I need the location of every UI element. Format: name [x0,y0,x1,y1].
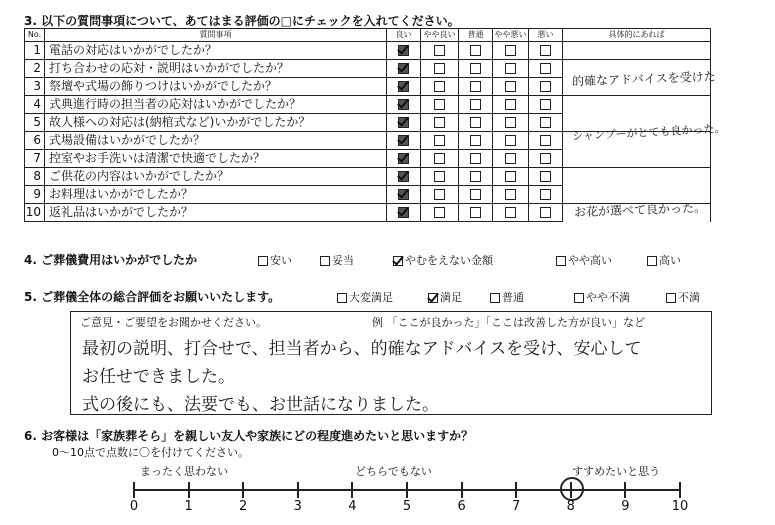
checkbox-checked[interactable] [398,45,409,56]
row-number: 7 [25,150,45,168]
rating-cell[interactable] [493,114,529,132]
rating-cell[interactable] [459,150,493,168]
rating-cell[interactable] [387,60,421,78]
checkbox-checked[interactable] [398,135,409,146]
table-row [25,150,711,168]
checkbox[interactable] [434,171,445,182]
table-header [25,29,711,42]
checkbox-checked[interactable] [398,207,409,218]
checkbox[interactable] [320,256,330,266]
rating-cell[interactable] [529,186,563,204]
scale-tick [461,482,463,498]
comment-prompt: ご意見・ご要望をお聞かせください。 [80,316,267,329]
overall-option-somewhat-dissatisfied[interactable]: やや不満 [574,289,630,305]
scale-label-mid: どちらでもない [355,465,432,478]
cost-option-unavoidable[interactable]: やむをえない金額 [393,252,493,268]
checkbox[interactable] [505,135,516,146]
scale-number[interactable]: 5 [402,499,412,514]
scale-number[interactable]: 1 [184,499,193,514]
question-text: 式場設備はいかがでしたか？ [45,132,387,150]
selected-score-circle [560,477,584,501]
rating-cell[interactable] [459,78,493,96]
checkbox[interactable] [505,99,516,110]
checkbox[interactable] [505,189,516,200]
rating-cell[interactable] [493,60,529,78]
overall-option-very-satisfied[interactable]: 大変満足 [337,289,393,305]
checkbox[interactable] [434,99,445,110]
rating-cell[interactable] [529,150,563,168]
checkbox[interactable] [434,45,445,56]
rating-cell[interactable] [529,132,563,150]
row-number: 2 [25,60,45,78]
checkbox[interactable] [470,117,481,128]
checkbox[interactable] [540,45,551,56]
comment-example: 例 「ここが良かった」「ここは改善した方が良い」など [372,316,645,329]
checkbox[interactable] [434,207,445,218]
rating-cell[interactable] [459,132,493,150]
rating-cell[interactable] [387,204,421,222]
rating-cell[interactable] [493,96,529,114]
checkbox-checked[interactable] [393,256,403,266]
detail-cell[interactable] [563,42,711,60]
rating-cell[interactable] [459,60,493,78]
rating-cell[interactable] [387,96,421,114]
checkbox[interactable] [540,207,551,218]
table-row [25,96,711,114]
checkbox-checked[interactable] [398,153,409,164]
question-text: 式典進行時の担当者の応対はいかがでしたか？ [45,96,387,114]
checkbox[interactable] [540,189,551,200]
rating-cell[interactable] [421,78,459,96]
checkbox-checked[interactable] [398,63,409,74]
header-no: No. [25,29,45,42]
checkbox[interactable] [470,153,481,164]
checkbox-checked[interactable] [398,117,409,128]
rating-cell[interactable] [459,168,493,186]
scale-number[interactable]: 7 [512,499,521,514]
scale-tick [624,482,626,498]
row-number: 5 [25,114,45,132]
section-5-title: 5. ご葬儀全体の総合評価をお願いいたします。 [24,290,281,304]
rating-cell[interactable] [493,42,529,60]
checkbox-checked[interactable] [398,81,409,92]
detail-cell[interactable] [563,168,711,186]
section-6-title: 6. お客様は「家族葬そら」を親しい友人や家族にどの程度進めたいと思いますか？ [24,429,474,443]
rating-cell[interactable] [529,114,563,132]
checkbox[interactable] [434,153,445,164]
scale-number[interactable]: 3 [293,499,302,514]
rating-cell[interactable] [493,204,529,222]
rating-cell[interactable] [529,168,563,186]
rating-cell[interactable] [387,150,421,168]
checkbox[interactable] [490,293,500,303]
checkbox[interactable] [505,153,516,164]
rating-cell[interactable] [387,42,421,60]
checkbox[interactable] [258,256,268,266]
scale-tick [351,482,353,498]
cost-option-somewhat-high[interactable]: やや高い [556,252,612,268]
cost-option-reasonable[interactable]: 妥当 [320,252,354,268]
checkbox-checked[interactable] [398,171,409,182]
detail-cell[interactable] [563,150,711,168]
row-number: 8 [25,168,45,186]
overall-option-average[interactable]: 普通 [490,289,524,305]
question-text: ご供花の内容はいかがでしたか？ [45,168,387,186]
scale-number[interactable]: 10 [671,499,689,514]
scale-tick [188,482,190,498]
detail-cell[interactable] [563,96,711,114]
checkbox[interactable] [434,117,445,128]
checkbox[interactable] [470,81,481,92]
checkbox[interactable] [540,117,551,128]
scale-number[interactable]: 4 [348,499,357,514]
detail-note-2: シャンプーがとても良かった。 [571,121,726,144]
question-text: お料理はいかがでしたか？ [45,186,387,204]
header-good: 良い [387,29,421,42]
rating-cell[interactable] [493,150,529,168]
question-text: 故人様への対応は(納棺式など)いかがでしたか？ [45,114,387,132]
rating-cell[interactable] [459,42,493,60]
detail-note-3: お花が選べて良かった。 [573,200,707,220]
section-4-title: 4. ご葬儀費用はいかがでしたか [24,253,198,267]
rating-cell[interactable] [421,60,459,78]
overall-option-dissatisfied[interactable]: 不満 [666,289,700,305]
question-text: 打ち合わせの応対・説明はいかがでしたか？ [45,60,387,78]
header-detail: 具体的にあれば [563,29,711,42]
rating-cell[interactable] [421,150,459,168]
checkbox[interactable] [434,63,445,74]
scale-tick [406,482,408,498]
checkbox[interactable] [470,171,481,182]
checkbox[interactable] [434,135,445,146]
checkbox[interactable] [470,63,481,74]
header-average: 普通 [459,29,493,42]
row-number: 4 [25,96,45,114]
checkbox[interactable] [540,171,551,182]
rating-cell[interactable] [459,204,493,222]
rating-cell[interactable] [421,42,459,60]
checkbox[interactable] [505,81,516,92]
checkbox[interactable] [505,117,516,128]
comment-line-2: お任せできました。 [82,367,235,387]
rating-cell[interactable] [529,60,563,78]
row-number: 1 [25,42,45,60]
rating-cell[interactable] [529,96,563,114]
checkbox[interactable] [540,63,551,74]
scale-number[interactable]: 9 [621,499,630,514]
checkbox[interactable] [434,81,445,92]
cost-option-cheap[interactable]: 安い [258,252,292,268]
checkbox-checked[interactable] [398,99,409,110]
row-number: 9 [25,186,45,204]
rating-cell[interactable] [387,168,421,186]
section-6-subtitle: 0～10点で点数に〇を付けてください。 [52,446,249,459]
checkbox[interactable] [574,293,584,303]
cost-option-high[interactable]: 高い [647,252,681,268]
rating-cell[interactable] [529,204,563,222]
comment-line-3: 式の後にも、法要でも、お世話になりました。 [82,395,439,415]
evaluation-table [24,28,711,222]
header-fairly-bad: やや悪い [493,29,529,42]
checkbox[interactable] [470,99,481,110]
row-number: 10 [25,204,45,222]
scale-number[interactable]: 6 [457,499,466,514]
scale-tick [679,482,681,498]
row-number: 6 [25,132,45,150]
rating-cell[interactable] [493,132,529,150]
question-text: 電話の対応はいかがでしたか？ [45,42,387,60]
rating-cell[interactable] [421,132,459,150]
rating-cell[interactable] [459,186,493,204]
row-number: 3 [25,78,45,96]
checkbox[interactable] [647,256,657,266]
detail-note-1: 的確なアドバイスを受けた [571,69,716,89]
checkbox[interactable] [540,153,551,164]
checkbox[interactable] [470,45,481,56]
rating-cell[interactable] [493,78,529,96]
rating-cell[interactable] [421,168,459,186]
scale-tick [242,482,244,498]
checkbox[interactable] [666,293,676,303]
checkbox[interactable] [540,135,551,146]
checkbox-checked[interactable] [428,293,438,303]
scale-label-high: すすめたいと思う [572,465,661,478]
checkbox[interactable] [556,256,566,266]
rating-cell[interactable] [387,114,421,132]
rating-cell[interactable] [387,186,421,204]
header-question: 質問事項 [45,29,387,42]
overall-option-satisfied[interactable]: 満足 [428,289,462,305]
checkbox[interactable] [434,189,445,200]
rating-cell[interactable] [529,42,563,60]
comment-line-1: 最初の説明、打合せで、担当者から、的確なアドバイスを受け、安心して [82,339,642,359]
checkbox[interactable] [470,135,481,146]
rating-cell[interactable] [493,186,529,204]
rating-cell[interactable] [459,96,493,114]
section-3-title: 3. 以下の質問事項について、あてはまる評価の□にチェックを入れてください。 [24,14,460,28]
checkbox[interactable] [505,207,516,218]
checkbox[interactable] [505,171,516,182]
header-fairly-good: やや良い [421,29,459,42]
question-text: 控室やお手洗いは清潔で快適でしたか？ [45,150,387,168]
checkbox[interactable] [470,207,481,218]
scale-label-low: まったく思わない [140,465,228,478]
question-text: 返礼品はいかがでしたか？ [45,204,387,222]
rating-cell[interactable] [421,204,459,222]
checkbox[interactable] [540,99,551,110]
scale-tick [515,482,517,498]
table-row [25,186,711,204]
rating-cell[interactable] [459,114,493,132]
scale-number[interactable]: 8 [566,499,575,514]
checkbox[interactable] [505,45,516,56]
scale-tick [297,482,299,498]
table-row [25,168,711,186]
rating-cell[interactable] [421,114,459,132]
scale-tick [133,482,135,498]
rating-cell[interactable] [493,168,529,186]
table-row [25,42,711,60]
checkbox[interactable] [470,189,481,200]
rating-cell[interactable] [421,96,459,114]
checkbox-checked[interactable] [398,189,409,200]
header-bad: 悪い [529,29,563,42]
scale-number[interactable]: 0 [129,499,139,514]
question-text: 祭壇や式場の飾りつけはいかがでしたか？ [45,78,387,96]
checkbox[interactable] [337,293,347,303]
rating-cell[interactable] [529,78,563,96]
checkbox[interactable] [540,81,551,92]
checkbox[interactable] [505,63,516,74]
rating-cell[interactable] [387,132,421,150]
rating-cell[interactable] [387,78,421,96]
rating-cell[interactable] [421,186,459,204]
scale-number[interactable]: 2 [239,499,248,514]
